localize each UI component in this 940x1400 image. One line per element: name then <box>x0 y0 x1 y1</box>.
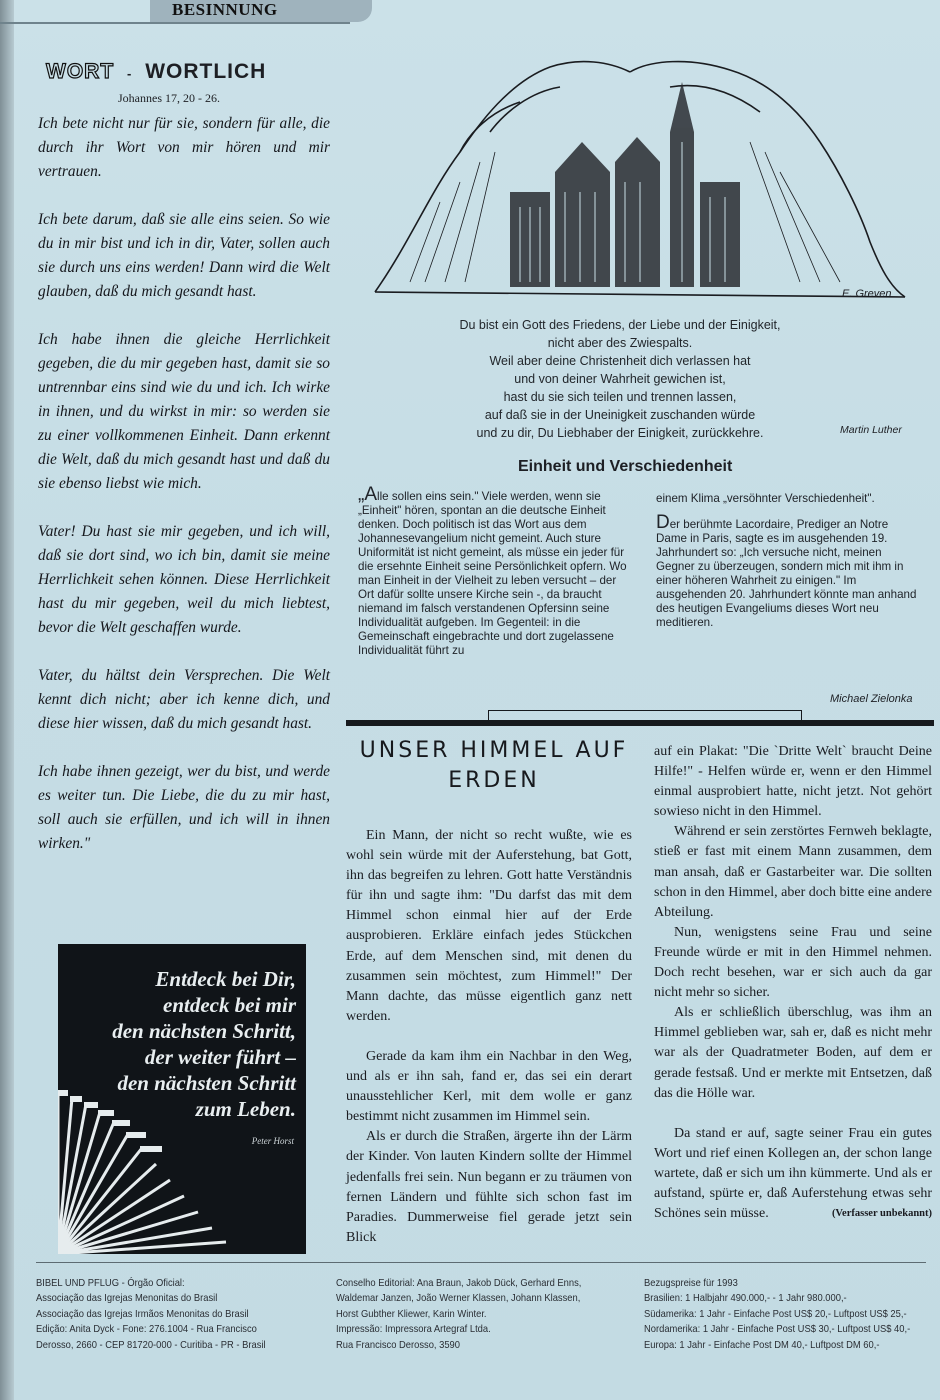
scripture-paragraph: Ich habe ihnen die gleiche Herrlichkeit gegeben, die du mir gegeben hast, damit sie so untrennbar eins sind wie du und ich. Ich wirke in ihnen, und du wirkst in mir: so werden sie zu einer vollkommenen Einheit. Dann erkennt die Welt, daß du mich gesandt hast und daß du sie ebenso liebst wie mich. <box>38 331 330 492</box>
ad-quote-line: den nächsten Schritt <box>117 1071 296 1095</box>
footer-line: Associação das Igrejas Irmãos Menonitas do Brasil <box>36 1308 249 1320</box>
footer-line: Derosso, 2660 - CEP 81720-000 - Curitiba - PR - Brasil <box>36 1339 266 1351</box>
einheit-column-1 <box>358 484 630 668</box>
einheit-text: lle sollen eins sein." Viele werden, wenn sie „Einheit" hören, spontan an die deutsche Einheit denken. Doch politisch ist das Wort aus dem Johannesevangelium nicht gemeint. Auch sture Uniformität ist nicht gemeint, als müsse ein jeder für die ersehnte Einheit seine Persönlichkeit opfern. Wo man Einheit in der Vielheit zu leben versucht – der Ort dafür sollte unsere Kirche sein -, da braucht niemand im falsch verstandenen Opfersinn seine Individualität aufgeben. Im Gegenteil: in die Gemeinschaft eingebrachte und dort zugelassene Individualität führt zu <box>358 490 627 657</box>
footer-line: Brasilien: 1 Halbjahr 490.000,- - 1 Jahr 980.000,- <box>644 1293 847 1305</box>
footer-editorial <box>336 1276 621 1353</box>
footer-line: Impressão: Impressora Artegraf Ltda. <box>336 1324 491 1336</box>
wort-title-outline: WORT <box>46 60 115 83</box>
section-divider <box>346 720 934 726</box>
luther-line: und zu dir, Du Liebhaber der Einigkeit, zurückkehre. <box>476 426 764 440</box>
story-paragraph: Nun, wenigstens seine Frau und seine Freunde würde er mit in den Himmel nehmen. Doch recht besehen, war er sich auch da gar nicht mehr so sicher. <box>654 924 932 1001</box>
himmel-title <box>346 736 642 796</box>
quote-ad-box <box>58 944 306 1254</box>
scripture-paragraph: Ich bete nicht nur für sie, sondern für alle, die durch ihr Wort von mir hören und mir vertrauen. <box>38 115 330 180</box>
ad-quote-line: der weiter führt – <box>144 1045 296 1069</box>
footer-line: Horst Gubther Kliewer, Karin Winter. <box>336 1308 487 1320</box>
ad-quote <box>68 966 296 1122</box>
header-rule <box>0 22 350 24</box>
ad-quote-line: zum Leben. <box>195 1097 296 1121</box>
einheit-title: Einheit und Verschiedenheit <box>518 458 733 475</box>
footer-line: Rua Francisco Derosso, 3590 <box>336 1339 460 1351</box>
footer-prices <box>644 1276 929 1353</box>
footer-line: Conselho Editorial: Ana Braun, Jakob Dück, Gerhard Enns, <box>336 1278 582 1289</box>
drawing-credit: E. Greven <box>842 288 892 300</box>
scripture-paragraph: Vater! Du hast sie mir gegeben, und ich will, daß sie dort sind, wo ich bin, damit sie meine Herrlichkeit sehen können. Diese Herrlichkeit hast du mir gegeben, weil du mich liebtest, bevor die Welt geschaffen wurde. <box>38 523 330 636</box>
footer-line: Bezugspreise für 1993 <box>644 1278 738 1289</box>
footer-line: Waldemar Janzen, João Werner Klassen, Johann Klassen, <box>336 1293 581 1305</box>
einheit-text: er berühmte Lacordaire, Prediger an Notre Dame in Paris, sagte es im ausgehenden 19. Jahrhundert so: „Ich versuche nicht, meinen Gegner zu überzeugen, sondern mich mit ihm in einer höheren Wahrheit zu einigen." Im ausgehenden 20. Jahrhundert könnte man anhand des heutigen Evangeliums dieses Wort neu meditieren. <box>656 518 917 629</box>
footer-line: Associação das Igrejas Menonitas do Brasil <box>36 1293 218 1305</box>
himmel-title-line: UNSER HIMMEL AUF <box>359 738 629 763</box>
ad-author: Peter Horst <box>251 1136 294 1146</box>
ad-quote-line: entdeck bei mir <box>163 993 296 1017</box>
einheit-author: Michael Zielonka <box>830 693 913 705</box>
einheit-dropcap-2: D <box>656 512 670 533</box>
luther-line: nicht aber des Zwiespalts. <box>547 336 693 350</box>
luther-quote <box>400 316 840 442</box>
luther-line: und von deiner Wahrheit gewichen ist, <box>514 372 726 386</box>
scripture-text <box>38 112 330 880</box>
hands-church-drawing <box>370 42 910 304</box>
himmel-column-2 <box>654 742 932 1224</box>
luther-author: Martin Luther <box>840 424 902 436</box>
scripture-reference: Johannes 17, 20 - 26. <box>118 91 220 105</box>
story-paragraph: Als er schließlich überschlug, was ihm an Himmel geblieben war, sah er, daß es nicht mehr war als der Quadratmeter Boden, auf dem er gerade festsaß. Und er merkte mit Entsetzen, daß das die Hölle war. <box>654 1005 932 1101</box>
footer-line: Edição: Anita Dyck - Fone: 276.1004 - Rua Francisco <box>36 1324 257 1336</box>
wort-title-sep: - <box>127 66 133 81</box>
story-author: (Verfasser unbekannt) <box>831 1208 932 1220</box>
einheit-dropcap: „A <box>358 484 377 505</box>
einheit-column-2 <box>656 492 918 640</box>
luther-line: Weil aber deine Christenheit dich verlassen hat <box>489 354 751 368</box>
story-paragraph: Ein Mann, der nicht so recht wußte, wie es wohl sein würde mit der Auferstehung, bat Gott, ihn das begreifen zu lehren. Gott hatte Verständnis für ihn und sagte ihm: "Du darfst das mit dem Himmel schon einmal hier auf der Erde ausprobieren. Erkläre einfach jedes Stückchen Erde, auf dem Menschen sind, mit denen du zusammen sein möchtest, zum Himmel!" Der Mann dachte, das müsse eigentlich ganz nett werden. <box>346 828 632 1024</box>
footer-line: Südamerika: 1 Jahr - Einfache Post US$ 20,- Luftpost US$ 25,- <box>644 1308 907 1320</box>
ad-quote-line: Entdeck bei Dir, <box>155 967 296 991</box>
scripture-paragraph: Ich bete darum, daß sie alle eins seien. So wie du in mir bist und ich in dir, Vater, sollen auch sie durch uns eins werden! Dann wird die Welt glauben, daß du mich gesandt hast. <box>38 211 330 300</box>
footer-rule <box>36 1262 926 1263</box>
himmel-title-line: ERDEN <box>448 768 540 793</box>
footer-line: Nordamerika: 1 Jahr - Einfache Post US$ 30,- Luftpost US$ 40,- <box>644 1324 911 1336</box>
section-header: BESINNUNG <box>150 0 372 22</box>
wort-title <box>46 60 266 84</box>
footer-line: BIBEL UND PFLUG - Órgão Oficial: <box>36 1278 185 1289</box>
footer-publisher <box>36 1276 312 1353</box>
wort-title-rest: WORTLICH <box>145 60 267 83</box>
story-paragraph: auf ein Plakat: "Die `Dritte Welt` braucht Deine Hilfe!" - Helfen würde er, wenn er den Himmel einmal ausprobiert hatte, nicht jetzt. Not gehört sowieso nicht in den Himmel. <box>654 744 932 820</box>
luther-line: hast du sie sich teilen und trennen lassen, <box>503 390 737 404</box>
scripture-paragraph: Ich habe ihnen gezeigt, wer du bist, und werde es weiter tun. Die Liebe, die du zu mir hast, soll auch sie erfüllen, und ich will in ihnen wirken." <box>38 763 330 852</box>
story-text: Da stand er auf, sagte seiner Frau ein gutes Wort und rief einen Kollegen an, der schon lange wartete, daß er sich um ihn kümmerte. Und als er aufstand, spürte er, daß Auferstehung etwas sehr Schönes sein müsse. <box>654 1125 932 1222</box>
einheit-text: einem Klima „versöhnter Verschiedenheit". <box>656 492 875 505</box>
page-spine <box>0 0 14 1400</box>
story-paragraph <box>654 1124 932 1224</box>
story-paragraph: Gerade da kam ihm ein Nachbar in den Weg, und als er ihn sah, fand er, das sei ein derart unausstehlicher Kerl, mit dem wolle er ganz bestimmt nicht zusammen im Himmel sein. <box>346 1048 632 1125</box>
footer-line: Europa: 1 Jahr - Einfache Post DM 40,- Luftpost DM 60,- <box>644 1339 880 1351</box>
himmel-column-1 <box>346 826 632 1248</box>
ad-quote-line: den nächsten Schritt, <box>112 1019 296 1043</box>
luther-line: auf daß sie in der Uneinigkeit zuschanden würde <box>484 408 756 422</box>
luther-line: Du bist ein Gott des Friedens, der Liebe und der Einigkeit, <box>459 318 781 332</box>
scripture-paragraph: Vater, du hältst dein Versprechen. Die Welt kennt dich nicht; aber ich kenne dich, und diese hier wissen, daß du mich gesandt hast. <box>38 667 330 732</box>
story-paragraph: Als er durch die Straßen, ärgerte ihn der Lärm der Kinder. Von lauten Kindern sollte der Himmel jedenfalls frei sein. Nun begann er zu träumen von fernen Ländern und fühlte sich schon fast im Paradies. Dummerweise fiel gerade jetzt sein Blick <box>346 1129 632 1245</box>
story-paragraph: Während er sein zerstörtes Fernweh beklagte, stieß er fast mit einem Mann zusammen, dem man ansah, daß er Gastarbeiter war. Die sollten schon in den Himmel, aber doch bitte eine andere Abteilung. <box>654 824 932 920</box>
